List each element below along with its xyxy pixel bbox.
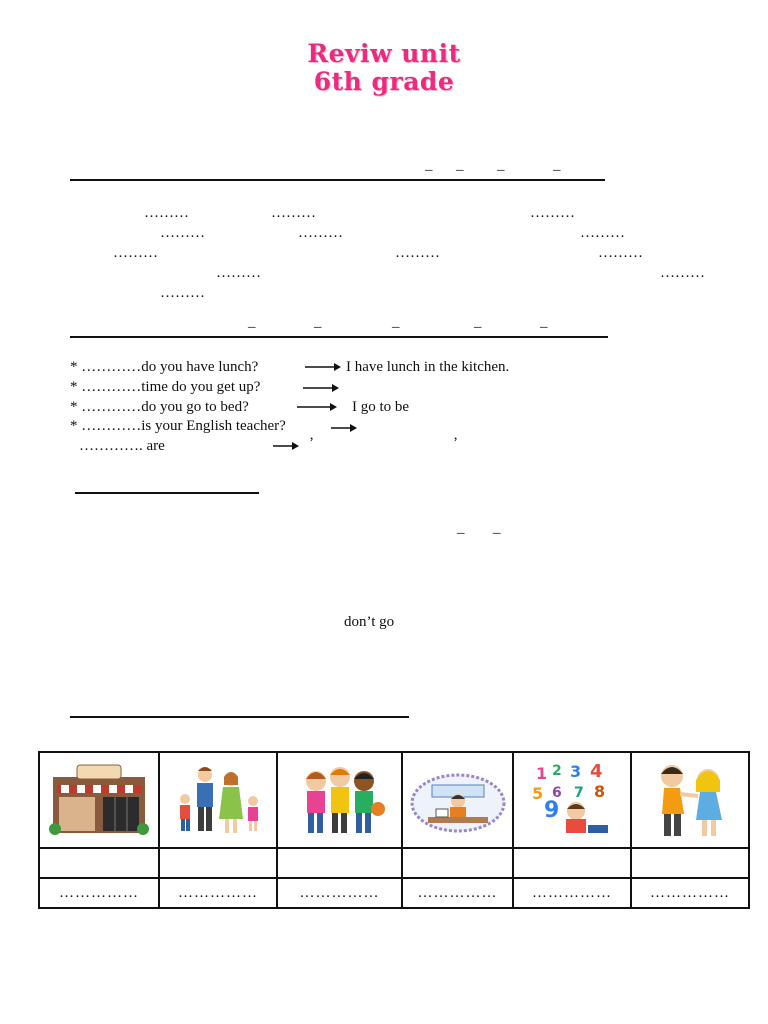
heading-dash: – (493, 525, 501, 541)
heading-dash: – (314, 319, 322, 335)
arrow-icon (331, 423, 357, 433)
student-study-icon (408, 763, 508, 837)
sentence-fragment: don’t go (344, 614, 395, 630)
answer-blank[interactable]: …………… (402, 878, 513, 908)
children-icon (294, 763, 386, 837)
blank-row (39, 848, 749, 878)
heading-dash: – (248, 319, 256, 335)
arrow-icon (303, 383, 339, 393)
blank-dots: ……… (144, 205, 189, 221)
heading-dash: – (497, 162, 505, 178)
picture-cell (39, 752, 159, 848)
blank-dots: ……… (598, 245, 643, 261)
dotted-row (39, 878, 749, 908)
apostrophe: ’ (309, 435, 314, 451)
picture-cell (277, 752, 402, 848)
blank-dots: ……… (271, 205, 316, 221)
answer-cell[interactable] (277, 848, 402, 878)
answer-blank[interactable]: …………… (277, 878, 402, 908)
blank-dots: ……… (530, 205, 575, 221)
question-line-2 (70, 378, 260, 396)
bakery-icon (47, 763, 151, 837)
question-blank: ………… (81, 359, 142, 375)
question-text: do you go to bed? (141, 399, 249, 415)
dancing-kids-icon (640, 760, 740, 840)
answer-text: I have lunch in the kitchen. (346, 359, 510, 375)
answer-blank[interactable]: …………… (39, 878, 159, 908)
question-line-3 (70, 398, 249, 416)
arrow-icon (305, 362, 341, 372)
section4-heading-underline (70, 716, 409, 718)
bullet: * (70, 418, 78, 434)
question-blank: ………… (81, 379, 142, 395)
answer-blank[interactable]: …………… (631, 878, 749, 908)
answer-cell[interactable] (631, 848, 749, 878)
heading-dash: – (392, 319, 400, 335)
heading-dash: – (553, 162, 561, 178)
heading-dash: – (474, 319, 482, 335)
picture-cell (631, 752, 749, 848)
blank-dots: ……… (660, 265, 705, 281)
worksheet-title-line1: Reviw unit (307, 39, 461, 68)
svg-text:1: 1 (536, 764, 548, 783)
section1-heading-underline (70, 179, 605, 181)
svg-text:9: 9 (544, 798, 560, 823)
picture-cell (513, 752, 631, 848)
section2-heading-underline (70, 336, 608, 338)
answer-text: I go to be (352, 399, 410, 415)
section3-heading-underline (75, 492, 259, 494)
blank-dots: ……… (160, 285, 205, 301)
question-blank: ………… (81, 418, 142, 434)
question-text: time do you get up? (141, 379, 261, 395)
question-text: are (146, 438, 165, 454)
svg-text:3: 3 (570, 762, 582, 781)
answer-cell[interactable] (513, 848, 631, 878)
blank-dots: ……… (298, 225, 343, 241)
question-line-1 (70, 358, 258, 376)
svg-text:8: 8 (594, 782, 606, 801)
blank-dots: ……… (395, 245, 440, 261)
question-blank: ………… (81, 399, 142, 415)
answer-blank[interactable]: …………… (513, 878, 631, 908)
blank-dots: ……… (580, 225, 625, 241)
answer-cell[interactable] (402, 848, 513, 878)
picture-cell (402, 752, 513, 848)
question-text: is your English teacher? (141, 418, 286, 434)
svg-text:4: 4 (590, 761, 603, 782)
picture-table (38, 751, 750, 909)
bullet: * (70, 359, 78, 375)
family-icon (173, 763, 263, 837)
svg-text:6: 6 (552, 785, 562, 801)
heading-dash: – (457, 525, 465, 541)
heading-dash: – (425, 162, 433, 178)
question-line-4 (70, 417, 286, 435)
svg-text:5: 5 (532, 784, 544, 803)
bullet: * (70, 379, 78, 395)
question-text: do you have lunch? (141, 359, 259, 375)
arrow-icon (273, 441, 299, 451)
blank-dots: ……… (216, 265, 261, 281)
svg-text:7: 7 (574, 785, 584, 801)
blank-dots: ……… (160, 225, 205, 241)
answer-cell[interactable] (159, 848, 277, 878)
answer-blank[interactable]: …………… (159, 878, 277, 908)
apostrophe: ’ (453, 435, 458, 451)
bullet: * (70, 399, 78, 415)
question-line-5 (79, 437, 165, 455)
picture-cell (159, 752, 277, 848)
heading-dash: – (540, 319, 548, 335)
blank-dots: ……… (113, 245, 158, 261)
worksheet-title-line2: 6th grade (313, 67, 455, 96)
arrow-icon (297, 402, 337, 412)
image-row (39, 752, 749, 848)
math-kid-icon (522, 761, 622, 839)
heading-dash: – (456, 162, 464, 178)
answer-cell[interactable] (39, 848, 159, 878)
svg-text:2: 2 (552, 763, 562, 779)
question-blank: …………. (79, 438, 147, 454)
